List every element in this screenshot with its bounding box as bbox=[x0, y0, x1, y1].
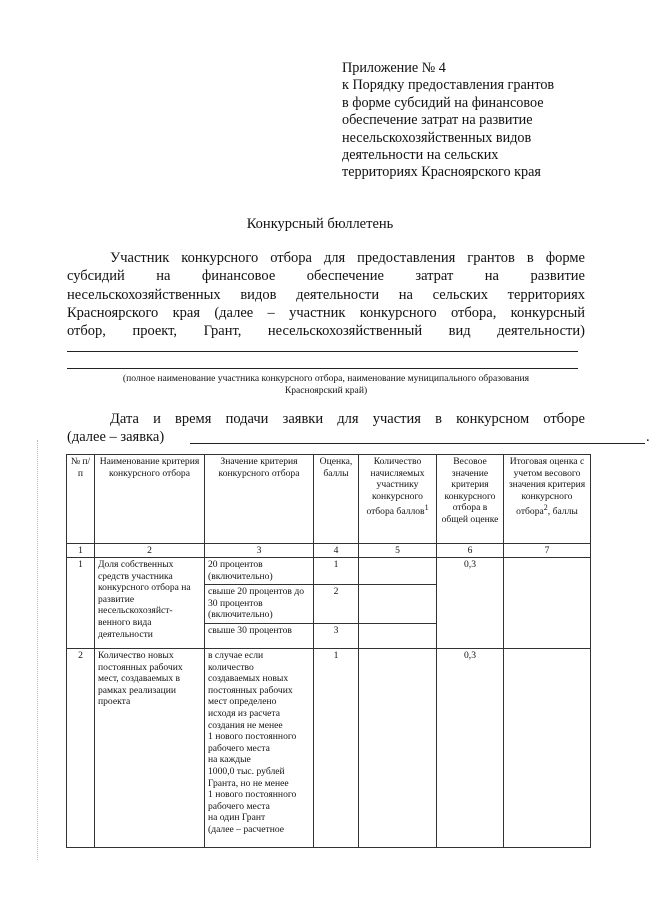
application-date-field[interactable] bbox=[190, 443, 645, 444]
header-total-text: Итоговая оценка с учетом весового значения критерия конкурсного отбора bbox=[508, 456, 586, 518]
date-line: Дата и время подачи заявки для участия в конкурсном отборе bbox=[110, 411, 585, 427]
page-margin-line bbox=[37, 440, 38, 860]
col-number: 2 bbox=[95, 544, 205, 558]
value-line: 1000,0 тыс. рублей bbox=[208, 765, 285, 777]
intro-line: Красноярского края (далее – участник конкурсного отбора, конкурсный bbox=[67, 304, 585, 321]
annex-line: обеспечение затрат на развитие bbox=[342, 112, 533, 129]
annex-line: деятельности на сельских bbox=[342, 147, 499, 164]
table-header-row bbox=[67, 455, 591, 544]
col-number: 6 bbox=[437, 544, 504, 558]
points-cell[interactable] bbox=[359, 649, 437, 848]
criterion-score: 1 bbox=[314, 558, 359, 585]
value-line: создаваемых новых bbox=[208, 673, 289, 685]
value-line: постоянных рабочих bbox=[208, 684, 293, 696]
value-line: на каждые bbox=[208, 754, 251, 766]
value-line: 1 нового постоянного bbox=[208, 731, 297, 743]
header-total bbox=[504, 455, 591, 544]
value-line: на один Грант bbox=[208, 812, 266, 824]
header-points-count bbox=[359, 455, 437, 544]
col-number: 4 bbox=[314, 544, 359, 558]
annex-line: к Порядку предоставления грантов bbox=[342, 77, 555, 94]
points-cell[interactable] bbox=[359, 585, 437, 624]
intro-line: отбор, проект, Грант, несельскохозяйственный вид деятельности) bbox=[67, 323, 585, 340]
caption-line: (полное наименование участника конкурсного отбора, наименование муниципального образования bbox=[122, 373, 530, 384]
header-total-tail: , баллы bbox=[547, 506, 578, 518]
value-line: мест определено bbox=[208, 696, 277, 708]
criterion-value: 20 процентов (включительно) bbox=[205, 558, 314, 585]
participant-name-line-1[interactable] bbox=[67, 351, 578, 352]
annex-line: в форме субсидий на финансовое bbox=[342, 94, 544, 111]
header-points-text: Количество начисляемых участнику конкурсного отбора баллов bbox=[366, 456, 425, 518]
criterion-score: 2 bbox=[314, 585, 359, 624]
row-criterion-name: Количество новых постоянных рабочих мест, создаваемых в рамках реализации проекта bbox=[95, 649, 205, 848]
row-num: 2 bbox=[67, 649, 95, 848]
value-line: в случае если bbox=[208, 650, 264, 661]
value-line: 1 нового постоянного bbox=[208, 789, 297, 801]
header-weight: Весовое значение критерия конкурсного отбора в общей оценке bbox=[437, 455, 504, 544]
criterion-score: 1 bbox=[314, 649, 359, 848]
header-criterion-value: Значение критерия конкурсного отбора bbox=[205, 455, 314, 544]
date-period: . bbox=[646, 429, 650, 446]
criterion-score: 3 bbox=[314, 624, 359, 649]
criterion-value-multiline bbox=[205, 649, 314, 848]
footnote-2: 2 bbox=[543, 503, 548, 513]
caption-line: Красноярский край) bbox=[284, 385, 368, 396]
annex-line: территориях Красноярского края bbox=[342, 164, 541, 181]
table-row bbox=[67, 649, 591, 848]
participant-name-line-2[interactable] bbox=[67, 368, 578, 369]
col-number: 5 bbox=[359, 544, 437, 558]
total-cell[interactable] bbox=[504, 649, 591, 848]
col-number: 1 bbox=[67, 544, 95, 558]
header-criterion-name: Наименование критерия конкурсного отбора bbox=[95, 455, 205, 544]
table-row bbox=[67, 558, 591, 585]
annex-block bbox=[342, 60, 602, 182]
header-num: № п/п bbox=[67, 455, 95, 544]
intro-line: несельскохозяйственных видов деятельности на сельских территориях bbox=[67, 286, 585, 303]
intro-paragraph bbox=[67, 249, 585, 340]
col-number: 3 bbox=[205, 544, 314, 558]
document-title: Конкурсный бюллетень bbox=[246, 216, 394, 232]
value-line: Гранта, но не менее bbox=[208, 777, 289, 789]
annex-line: Приложение № 4 bbox=[342, 60, 446, 76]
points-cell[interactable] bbox=[359, 624, 437, 649]
col-number: 7 bbox=[504, 544, 591, 558]
annex-line: несельскохозяйственных видов bbox=[342, 129, 532, 146]
value-line: исходя из расчета bbox=[208, 707, 281, 719]
row-num: 1 bbox=[67, 558, 95, 649]
total-cell[interactable] bbox=[504, 558, 591, 649]
value-line: количество bbox=[208, 661, 254, 673]
date-line-2 bbox=[67, 428, 650, 446]
intro-line: субсидий на финансовое обеспечение затрат на развитие bbox=[67, 268, 585, 285]
value-line: (далее – расчетное bbox=[208, 823, 285, 835]
criteria-table bbox=[66, 454, 591, 848]
points-cell[interactable] bbox=[359, 558, 437, 585]
criterion-value: свыше 30 процентов bbox=[205, 624, 314, 649]
date-prefix: (далее – заявка) bbox=[67, 429, 165, 446]
header-score: Оценка, баллы bbox=[314, 455, 359, 544]
footnote-1: 1 bbox=[424, 503, 429, 513]
value-line: рабочего места bbox=[208, 800, 270, 812]
column-number-row bbox=[67, 544, 591, 558]
application-date-block bbox=[67, 410, 650, 447]
value-line: рабочего места bbox=[208, 742, 270, 754]
criterion-weight: 0,3 bbox=[437, 558, 504, 649]
participant-caption bbox=[67, 373, 585, 397]
row-criterion-name: Доля собственных средств участника конкурсного отбора на развитие несельскохозяйст-венного вида деятельности bbox=[95, 558, 205, 649]
value-line: создания не менее bbox=[208, 719, 283, 731]
criterion-weight: 0,3 bbox=[437, 649, 504, 848]
intro-line: Участник конкурсного отбора для предоставления грантов в форме bbox=[110, 250, 585, 266]
criterion-value: свыше 20 процентов до 30 процентов (включительно) bbox=[205, 585, 314, 624]
